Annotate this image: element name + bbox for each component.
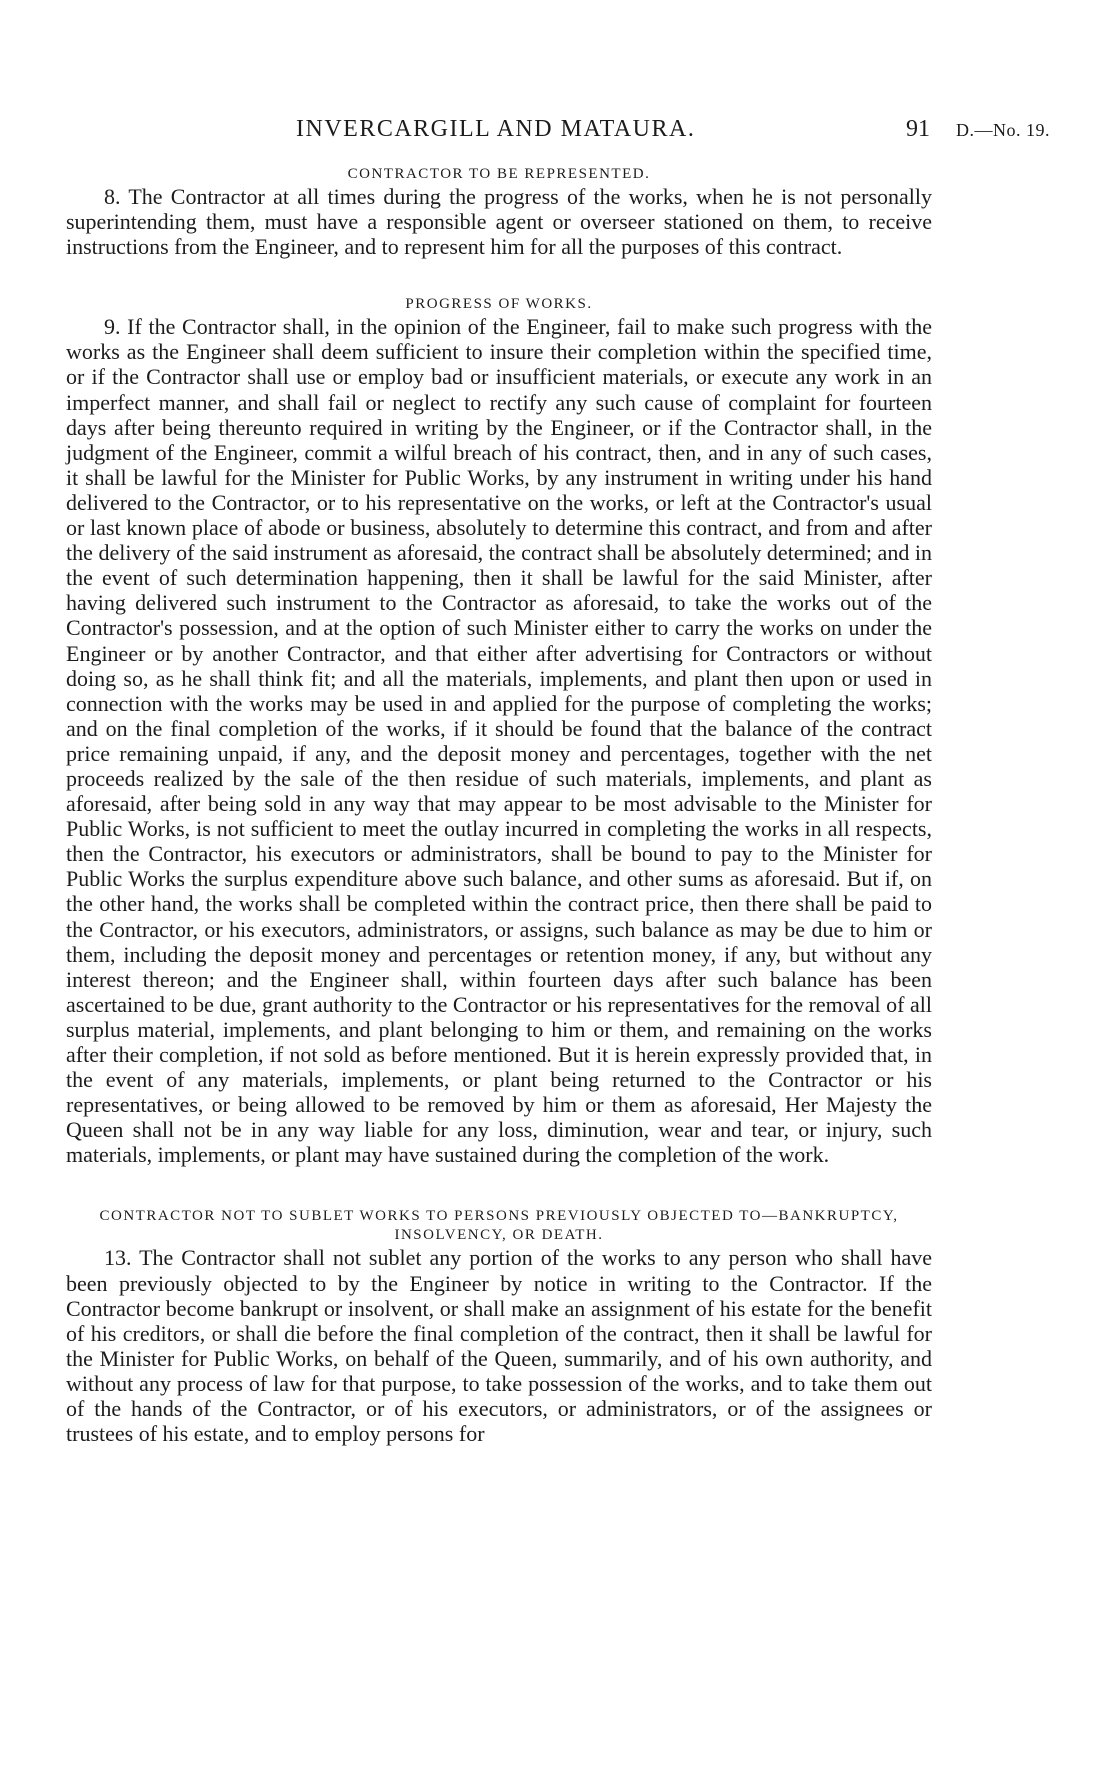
section-heading: PROGRESS OF WORKS. xyxy=(405,296,593,313)
clause-paragraph: 8. The Contractor at all times during the progress of the works, when he is not personally superintending them, must have a responsible agent or overseer stationed on them, to receive instructions from the Engineer, and to represent him for all the purposes of this contract. xyxy=(66,184,932,260)
section-heading: CONTRACTOR TO BE REPRESENTED. xyxy=(347,166,651,182)
section-heading: CONTRACTOR NOT TO SUBLET WORKS TO PERSONS PREVIOUSLY OBJECTED TO—BANKRUPTCY, INSOLVENCY, OR DEATH. xyxy=(99,1208,899,1244)
page-body xyxy=(66,165,932,1446)
document-reference: D.—No. 19. xyxy=(956,120,1050,140)
running-title: INVERCARGILL AND MATAURA. xyxy=(296,116,696,142)
page-number: 91 xyxy=(906,116,930,142)
clause-paragraph: 13. The Contractor shall not sublet any portion of the works to any person who shall have been previously objected to by the Engineer by notice in writing to the Contractor. If the Contractor become bankrupt or insolvent, or shall make an assignment of his estate for the benefit of his creditors, or shall die before the final completion of the contract, then it shall be lawful for the Minister for Public Works, on behalf of the Queen, summarily, and of his own authority, and without any process of law for that purpose, to take possession of the works, and to take them out of the hands of the Contractor, or of his executors, or administrators, or of the assignees or trustees of his estate, and to employ persons for xyxy=(66,1245,932,1447)
page-header xyxy=(66,116,1068,146)
clause-paragraph: 9. If the Contractor shall, in the opinion of the Engineer, fail to make such progress with the works as the Engineer shall deem sufficient to insure their completion within the specified time, or if the Contractor shall use or employ bad or insufficient materials, or execute any work in an imperfect manner, and shall fail or neglect to rectify any such cause of complaint for fourteen days after being thereunto required in writing by the Engineer, or if the Contractor shall, in the judgment of the Engineer, commit a wilful breach of his contract, then, and in any of such cases, it shall be lawful for the Minister for Public Works, by any instrument in writing under his hand delivered to the Contractor, or to his representative on the works, or left at the Contractor's usual or last known place of abode or business, absolutely to determine this contract, and from and after the delivery of the said instrument as aforesaid, the contract shall be absolutely determined; and in the event of such determination happening, then it shall be lawful for the said Minister, after having delivered such instrument to the Contractor as aforesaid, to take the works out of the Contractor's possession, and at the option of such Minister either to carry the works on under the Engineer or by another Contractor, and that either after advertising for Contractors or without doing so, as he shall think fit; and all the materials, implements, and plant then upon or used in connection with the works may be used in and applied for the purpose of completing the works; and on the final completion of the works, if it should be found that the balance of the contract price remaining unpaid, if any, and the deposit money and percentages, together with the net proceeds realized by the sale of the then residue of such materials, implements, and plant as aforesaid, after being sold in any way that may appear to be most advisable to the Minister for Public Works, is not sufficient to meet the outlay incurred in completing the works in all respects, then the Contractor, his executors or administrators, shall be bound to pay to the Minister for Public Works the surplus expenditure above such balance, and other sums as aforesaid. But if, on the other hand, the works shall be completed within the contract price, then there shall be paid to the Contractor, or his executors, administrators, or assigns, such balance as may be due to him or them, including the deposit money and percentages or retention money, if any, but without any interest thereon; and the Engineer shall, within fourteen days after such balance has been ascertained to be due, grant authority to the Contractor or his representatives for the removal of all surplus material, implements, and plant belonging to him or them, and remaining on the works after their completion, if not sold as before mentioned. But it is herein expressly provided that, in the event of any materials, implements, or plant being returned to the Contractor or his representatives, or being allowed to be removed by him or them as aforesaid, Her Majesty the Queen shall not be in any way liable for any loss, diminution, wear and tear, or injury, such materials, implements, or plant may have sustained during the completion of the work. xyxy=(66,314,932,1168)
